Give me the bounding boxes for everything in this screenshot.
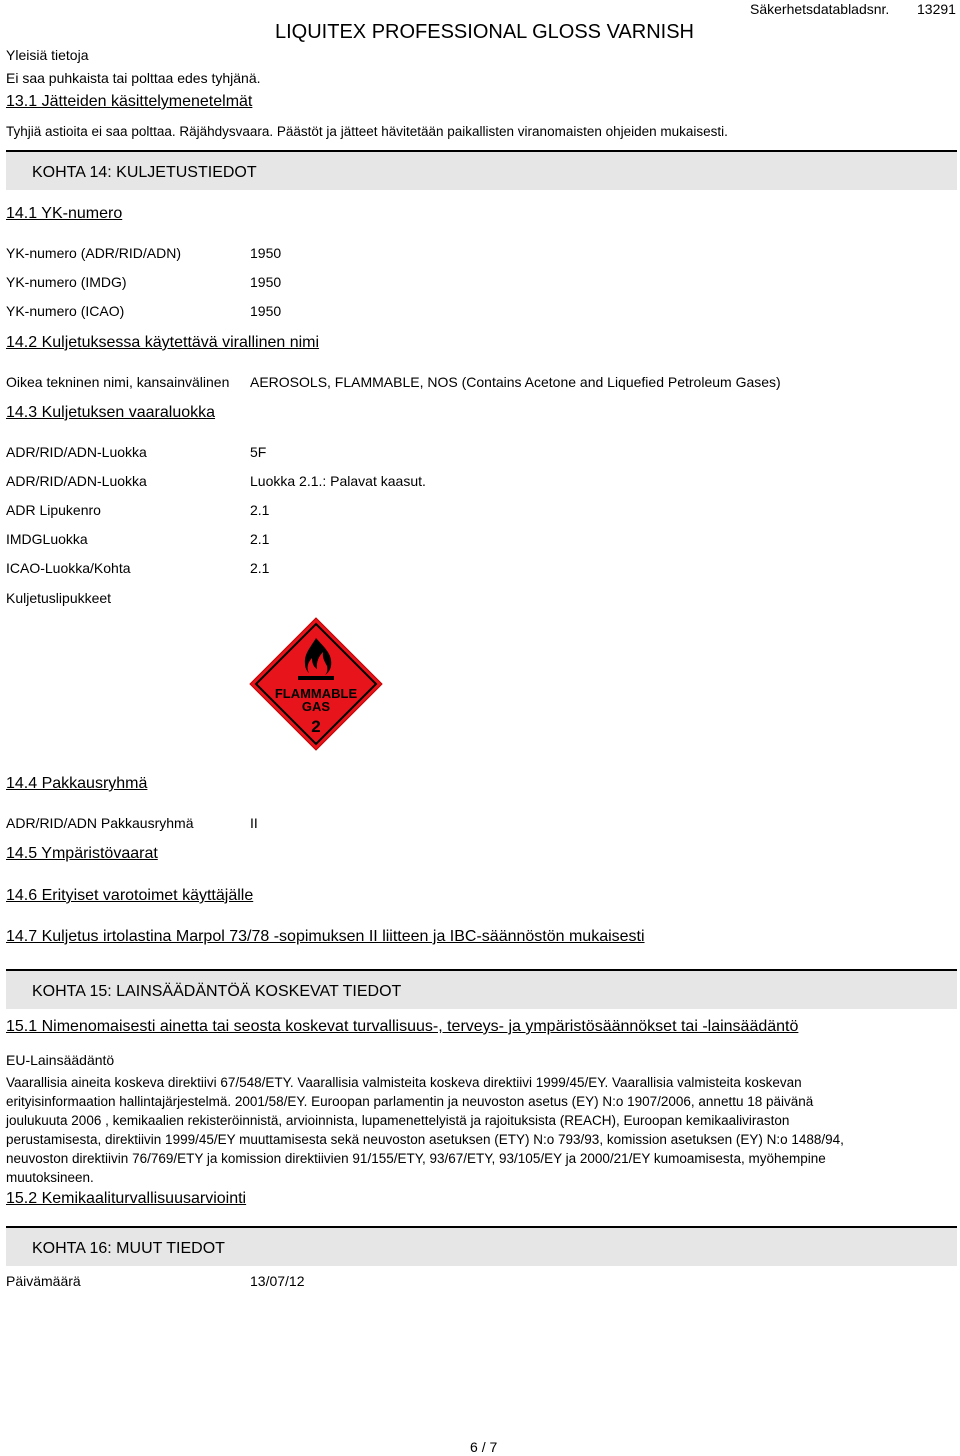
section-14-bar [6, 150, 957, 190]
eu-legislation-label: EU-Lainsäädäntö [6, 1052, 115, 1068]
chemical-safety-assessment-heading: 15.2 Kemikaaliturvallisuusarviointi [6, 1190, 247, 1207]
class-row-label: ICAO-Luokka/Kohta [6, 560, 131, 576]
waste-methods-text: Tyhjiä astioita ei saa polttaa. Räjähdysvaara. Päästöt ja jätteet hävitetään paikallisten viranomaisten ohjeiden mukaisesti. [6, 124, 728, 139]
shipping-name-value: AEROSOLS, FLAMMABLE, NOS (Contains Acetone and Liquefied Petroleum Gases) [250, 374, 781, 390]
class-row-value: Luokka 2.1.: Palavat kaasut. [250, 473, 426, 489]
flammable-gas-placard-icon [248, 616, 384, 752]
eu-legislation-line: Vaarallisia aineita koskeva direktiivi 67/548/ETY. Vaarallisia valmisteita koskeva direktiivi 1999/45/EY. Vaarallisia valmisteita koskevan [6, 1075, 802, 1090]
class-row-value: 2.1 [250, 502, 270, 518]
section-15-title: KOHTA 15: LAINSÄÄDÄNTÖÄ KOSKEVAT TIEDOT [32, 983, 402, 1000]
class-row-label: ADR Lipukenro [6, 502, 101, 518]
un-row-label: YK-numero (IMDG) [6, 274, 127, 290]
sds-number: 13291 [917, 1, 956, 17]
regulations-heading: 15.1 Nimenomaisesti ainetta tai seosta koskevat turvallisuus-, terveys- ja ympäristösäännökset tai -lainsäädäntö [6, 1018, 799, 1035]
placard-number: 2 [311, 717, 321, 736]
placard-line1: FLAMMABLE [274, 686, 358, 701]
class-row-label: ADR/RID/ADN-Luokka [6, 444, 147, 460]
date-label: Päivämäärä [6, 1273, 81, 1289]
section-14-title: KOHTA 14: KULJETUSTIEDOT [32, 164, 257, 181]
page-current: 6 [470, 1439, 478, 1455]
un-row-label: YK-numero (ADR/RID/ADN) [6, 245, 182, 261]
transport-labels-heading: Kuljetuslipukkeet [6, 590, 112, 606]
waste-methods-heading: 13.1 Jätteiden käsittelymenetelmät [6, 93, 253, 110]
class-row-value: 2.1 [250, 560, 270, 576]
un-row-value: 1950 [250, 245, 282, 261]
shipping-name-heading: 14.2 Kuljetuksessa käytettävä virallinen nimi [6, 334, 320, 351]
date-value: 13/07/12 [250, 1273, 305, 1289]
eu-legislation-line: joulukuuta 2006 , kemikaalien rekisteröinnistä, arvioinnista, lupamenettelyistä ja rajoituksista (REACH), Euroopan kemikaaliviraston [6, 1113, 790, 1128]
product-title: LIQUITEX PROFESSIONAL GLOSS VARNISH [275, 21, 694, 43]
eu-legislation-line: perustamisesta, direktiivin 1999/45/EY muuttamisesta sekä neuvoston asetuksen (ETY) N:o 793/93, komission asetuksen (EY) N:o 1488/94, [6, 1132, 844, 1147]
general-info-text: Ei saa puhkaista tai polttaa edes tyhjänä. [6, 70, 261, 86]
un-number-heading: 14.1 YK-numero [6, 205, 123, 222]
page-number [470, 1438, 497, 1456]
environmental-hazards-heading: 14.5 Ympäristövaarat [6, 845, 158, 862]
general-info-heading: Yleisiä tietoja [6, 47, 89, 63]
packing-group-value: II [250, 815, 258, 831]
un-row-label: YK-numero (ICAO) [6, 303, 125, 319]
eu-legislation-line: erityisinformaation hallintajärjestelmä. 2001/58/EY. Euroopan parlamentin ja neuvoston asetus (EY) N:o 1907/2006, annettu 18 päivänä [6, 1094, 814, 1109]
packing-group-label: ADR/RID/ADN Pakkausryhmä [6, 815, 194, 831]
hazard-class-heading: 14.3 Kuljetuksen vaaraluokka [6, 404, 216, 421]
section-16-bar [6, 1226, 957, 1266]
eu-legislation-line: muutoksineen. [6, 1170, 94, 1185]
class-row-label: ADR/RID/ADN-Luokka [6, 473, 147, 489]
special-precautions-heading: 14.6 Erityiset varotoimet käyttäjälle [6, 887, 254, 904]
shipping-name-label: Oikea tekninen nimi, kansainvälinen [6, 374, 230, 390]
section-16-title: KOHTA 16: MUUT TIEDOT [32, 1240, 225, 1257]
class-row-label: IMDGLuokka [6, 531, 88, 547]
class-row-value: 2.1 [250, 531, 270, 547]
page-total: 7 [489, 1439, 498, 1455]
section-15-bar [6, 969, 957, 1009]
un-row-value: 1950 [250, 274, 282, 290]
eu-legislation-line: neuvoston direktiivin 76/769/ETY ja komission direktiivien 91/155/ETY, 93/67/ETY, 93/105/EY ja 2000/21/EY kumoamisesta, myöhempine [6, 1151, 826, 1166]
packing-group-heading: 14.4 Pakkausryhmä [6, 775, 148, 792]
marpol-heading: 14.7 Kuljetus irtolastina Marpol 73/78 -sopimuksen II liitteen ja IBC-säännöstön mukaisesti [6, 928, 645, 945]
un-row-value: 1950 [250, 303, 282, 319]
class-row-value: 5F [250, 444, 267, 460]
sds-label: Säkerhetsdatabladsnr. [750, 1, 890, 17]
page-separator: / [481, 1439, 486, 1455]
placard-line2: GAS [301, 699, 331, 714]
